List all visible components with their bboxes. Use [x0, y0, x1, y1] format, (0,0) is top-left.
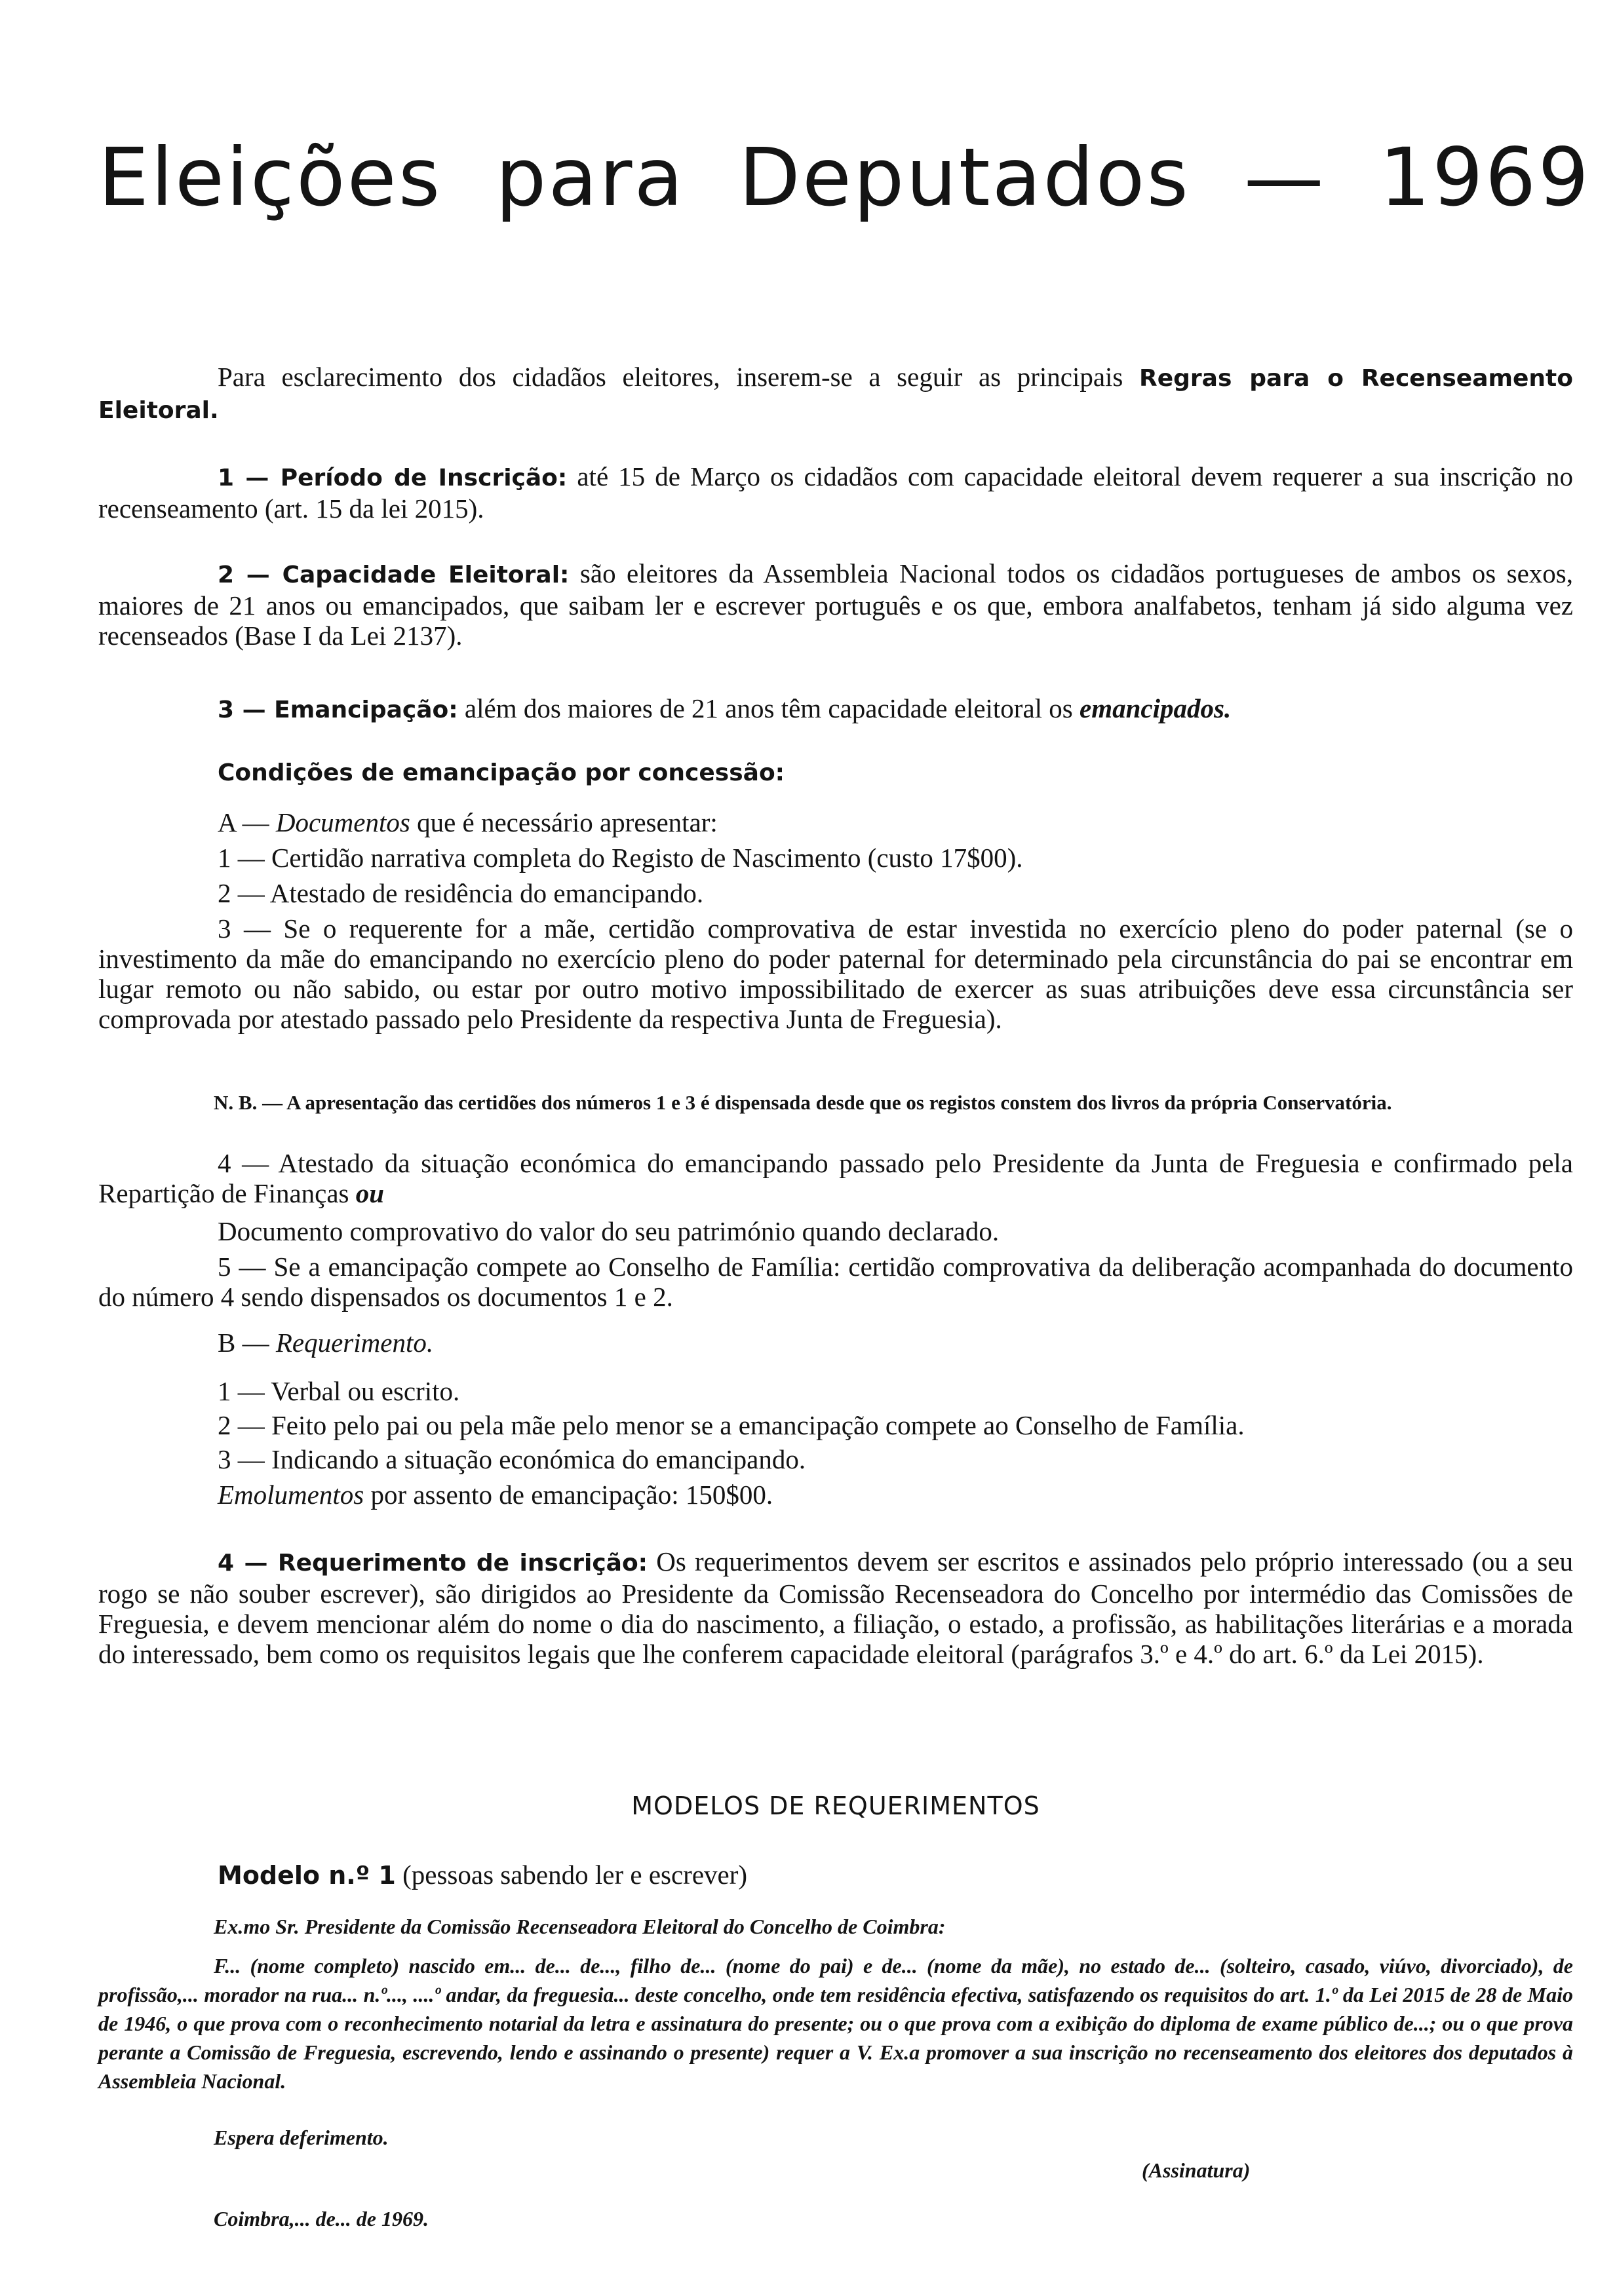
- place-date: Coimbra,... de... de 1969.: [214, 2207, 429, 2230]
- list-b-prefix: B —: [218, 1328, 276, 1358]
- model-address: Ex.mo Sr. Presidente da Comissão Recenseadora Eleitoral do Concelho de Coimbra:: [214, 1915, 946, 1938]
- intro-paragraph: [98, 362, 1573, 426]
- section-1-label: 1 — Período de Inscrição:: [218, 465, 568, 491]
- emolumentos-line: [98, 1480, 1573, 1510]
- section-4-text: Os requerimentos devem ser escritos e assinados pelo próprio interessado (ou a seu rogo se não souber escrever), são dirigidos ao Presidente da Comissão Recenseadora do Concelho por intermédio das Comissões de Freguesia, e devem mencionar além do nome o dia do nascimento, a filiação, o estado, a profissão, as habilitações literárias e a morada do interessado, bem como os requisitos legais que lhe conferem capacidade eleitoral (parágrafos 3.º e 4.º do art. 6.º da Lei 2015).: [98, 1546, 1573, 1669]
- list-a-item-3: 3 — Se o requerente for a mãe, certidão comprovativa de estar investida no exercício pleno do poder paternal (se o investimento da mãe do emancipando no exercício pleno do poder paternal for determinado pela circunstância do pai se encontrar em lugar remoto ou não sabido, ou estar por outro motivo impossibilitado de exercer as suas atribuições deve essa circunstância ser comprovada por atestado passado pelo Presidente da respectiva Junta de Freguesia).: [98, 913, 1573, 1034]
- emolumentos-italic: Emolumentos: [218, 1480, 364, 1510]
- section-1-text: até 15 de Março os cidadãos com capacidade eleitoral devem requerer a sua inscrição no recenseamento (art. 15 da lei 2015).: [98, 461, 1573, 524]
- list-a-item-2: 2 — Atestado de residência do emancipando.: [218, 878, 704, 908]
- nota-bene: N. B. — A apresentação das certidões dos números 1 e 3 é dispensada desde que os registos constem dos livros da própria Conservatória.: [214, 1091, 1392, 1114]
- conditions-heading-line: [98, 756, 1573, 788]
- model-1-rest: (pessoas sabendo ler e escrever): [395, 1860, 748, 1890]
- intro-text: Para esclarecimento dos cidadãos eleitores, inserem-se a seguir as principais: [218, 362, 1139, 392]
- section-3: [98, 693, 1573, 725]
- section-1: [98, 461, 1573, 524]
- section-4-label: 4 — Requerimento de inscrição:: [218, 1550, 648, 1577]
- list-b-item-1: 1 — Verbal ou escrito.: [218, 1376, 460, 1406]
- model-body: F... (nome completo) nascido em... de... de..., filho de... (nome do pai) e de... (nome da mãe), no estado de... (solteiro, casado, viúvo, divorciado), de profissão,... morador na rua... n.º..., ....º andar, da freguesia... deste concelho, onde tem residência efectiva, satisfazendo os requisitos do art. 1.º da Lei 2015 de 28 de Maio de 1946, o que prova com o reconhecimento notarial da letra e assinatura do presente; ou o que prova com a exibição do diploma de exame público de...; ou o que prova perante a Comissão de Freguesia, escrevendo, lendo e assinando o presente) requer a V. Ex.a promover a sua inscrição no recenseamento dos eleitores dos deputados à Assembleia Nacional.: [98, 1954, 1573, 2093]
- model-1-label: Modelo n.º 1: [218, 1861, 396, 1890]
- models-heading-line: [98, 1790, 1573, 1821]
- list-a-italic: Documentos: [275, 807, 410, 837]
- intro-bold: Regras para o Recenseamento Eleitoral.: [98, 365, 1573, 424]
- list-a-heading: [98, 807, 1573, 837]
- list-a-rest: que é necessário apresentar:: [410, 807, 718, 837]
- list-b-item-2: 2 — Feito pelo pai ou pela mãe pelo menor se a emancipação compete ao Conselho de Família.: [218, 1410, 1245, 1440]
- list-b-item-3: 3 — Indicando a situação económica do emancipando.: [218, 1444, 806, 1474]
- section-3-text: além dos maiores de 21 anos têm capacidade eleitoral os: [457, 693, 1080, 723]
- conditions-heading: Condições de emancipação por concessão:: [218, 759, 785, 786]
- page-title: Eleições para Deputados — 1969: [98, 131, 1591, 224]
- list-a-item-4-or: ou: [355, 1178, 385, 1208]
- model-1-heading: [98, 1860, 1573, 1890]
- list-a-item-1: 1 — Certidão narrativa completa do Registo de Nascimento (custo 17$00).: [218, 843, 1023, 873]
- section-2-label: 2 — Capacidade Eleitoral:: [218, 562, 570, 588]
- model-closing: Espera deferimento.: [214, 2126, 389, 2149]
- list-b-italic: Requerimento.: [275, 1328, 434, 1358]
- section-3-italic: emancipados.: [1080, 693, 1232, 723]
- section-3-label: 3 — Emancipação:: [218, 697, 458, 723]
- list-b-heading: [98, 1328, 1573, 1358]
- section-4: [98, 1546, 1573, 1669]
- list-a-prefix: A —: [218, 807, 276, 837]
- section-2: [98, 558, 1573, 651]
- list-a-item-4: [98, 1148, 1573, 1208]
- list-a-item-4-text: 4 — Atestado da situação económica do emancipando passado pelo Presidente da Junta de Freguesia e confirmado pela Repartição de Finanças: [98, 1148, 1573, 1208]
- list-a-item-5: 5 — Se a emancipação compete ao Conselho de Família: certidão comprovativa da deliberação acompanhada do documento do número 4 sendo dispensados os documentos 1 e 2.: [98, 1252, 1573, 1312]
- section-2-text: são eleitores da Assembleia Nacional todos os cidadãos portugueses de ambos os sexos, maiores de 21 anos ou emancipados, que saibam ler e escrever português e os que, embora analfabetos, tenham já sido alguma vez recenseados (Base I da Lei 2137).: [98, 558, 1573, 651]
- signature-placeholder: (Assinatura): [1142, 2158, 1251, 2182]
- emolumentos-rest: por assento de emancipação: 150$00.: [364, 1480, 773, 1510]
- list-a-item-4b: Documento comprovativo do valor do seu património quando declarado.: [218, 1216, 1000, 1246]
- models-heading: MODELOS DE REQUERIMENTOS: [631, 1791, 1040, 1820]
